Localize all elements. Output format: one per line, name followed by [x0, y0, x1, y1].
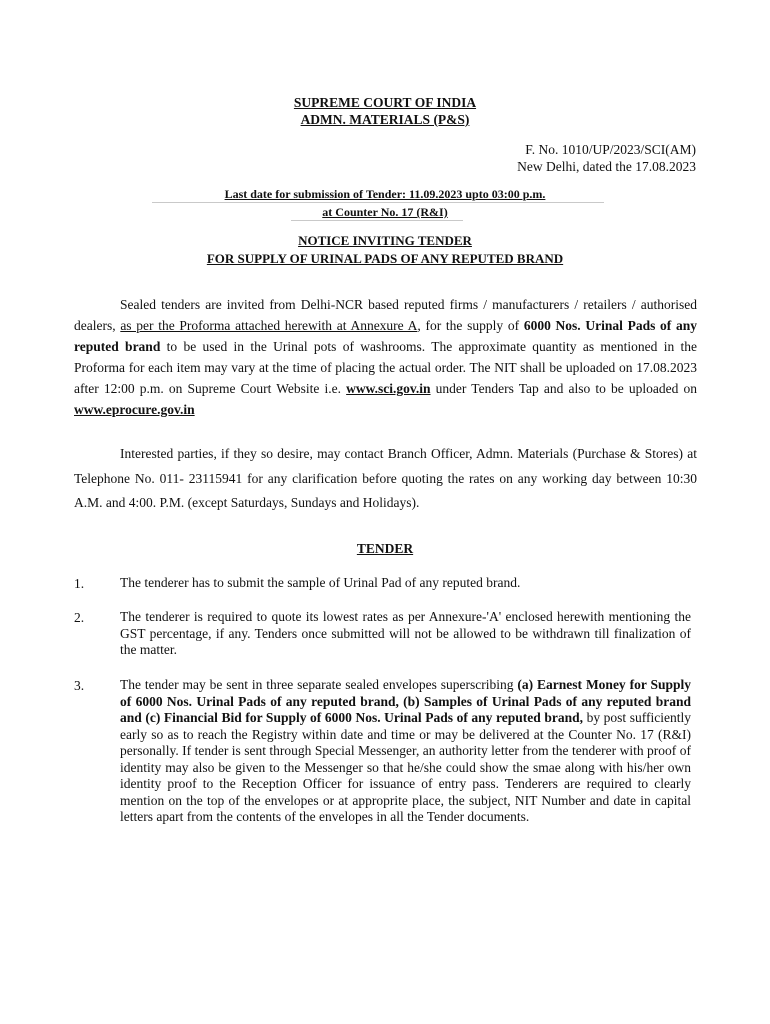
supply-quantity: 6000 Nos. Urinal Pads of any reputed brand: [74, 318, 698, 354]
tender-item-3: [120, 677, 691, 826]
eprocure-website-link[interactable]: www.eprocure.gov.in: [74, 402, 195, 417]
notice-title: NOTICE INVITING TENDER: [298, 233, 472, 248]
item-number: 1.: [74, 576, 85, 591]
last-date-line2: at Counter No. 17 (R&I): [322, 205, 448, 219]
divider: [152, 202, 604, 203]
para1-text: under Tenders Tap and also to be uploaded on: [430, 381, 697, 396]
tender-section-title: TENDER: [356, 541, 414, 556]
place-and-date: New Delhi, dated the 17.08.2023: [517, 159, 696, 174]
file-number: F. No. 1010/UP/2023/SCI(AM): [525, 142, 696, 157]
divider: [291, 220, 463, 221]
item-number: 2.: [74, 610, 85, 625]
tender-item-2: The tenderer is required to quote its lowest rates as per Annexure-'A' enclosed herewith mentioning the GST percentage, if any. Tenders once submitted will not be allowed to be withdrawn till finalization of the matter.: [120, 609, 691, 657]
item-number: 3.: [74, 678, 85, 693]
annexure-reference: as per the Proforma attached herewith at Annexure A: [120, 318, 418, 333]
sci-website-link[interactable]: www.sci.gov.in: [346, 381, 431, 396]
item3-text: by post sufficiently early so as to reach the Registry within date and time or may be delivered at the Counter No. 17 (R&I) personally. If tender is sent through Special Messenger, an authority letter from the tenderer with proof of identity may also be given to the Messenger so that he/she could show the smae along with his/her own identity proof to the Reception Officer for issuance of entry pass. Tenderers are required to clearly mention on the top of the envelopes or at approprite place, the subject, NIT Number and date in capital letters apart from the contents of the envelopes in all the Tender documents.: [120, 710, 691, 824]
paragraph-invitation: [74, 294, 697, 420]
tender-item-1: The tenderer has to submit the sample of Urinal Pad of any reputed brand.: [120, 575, 521, 590]
para1-text: to be used in the Urinal pots of washrooms. The approximate quantity as mentioned in the Proforma for each item may vary at the time of placing the actual order. The NIT shall be uploaded on 17.08.2023 after 12:00 p.m. on Supreme Court Website i.e.: [74, 339, 697, 396]
para1-text: Sealed tenders are invited from Delhi-NCR based reputed firms / manufacturers / retailers / authorised dealers,: [74, 297, 697, 333]
envelope-superscriptions: (a) Earnest Money for Supply of 6000 Nos. Urinal Pads of any reputed brand, (b) Samples of Urinal Pads of any reputed brand and (c) Financial Bid for Supply of 6000 Nos. Urinal Pads of any reputed brand,: [120, 677, 691, 725]
para1-text: , for the supply of: [417, 318, 524, 333]
para2-text: Interested parties, if they so desire, may contact Branch Officer, Admn. Materials (Purchase & Stores) at Telephone No. 011- 23115941 for any clarification before quoting the rates on any working day between 10:30 A.M. and 4:00. P.M. (except Saturdays, Sundays and Holidays).: [74, 446, 697, 510]
department-name: ADMN. MATERIALS (P&S): [300, 112, 470, 127]
item3-text: The tender may be sent in three separate sealed envelopes superscribing: [120, 677, 518, 692]
notice-subtitle: FOR SUPPLY OF URINAL PADS OF ANY REPUTED BRAND: [206, 251, 564, 266]
last-date-line1: Last date for submission of Tender: 11.09.2023 upto 03:00 p.m.: [224, 187, 546, 201]
paragraph-contact: [74, 442, 697, 516]
court-name: SUPREME COURT OF INDIA: [293, 95, 477, 110]
